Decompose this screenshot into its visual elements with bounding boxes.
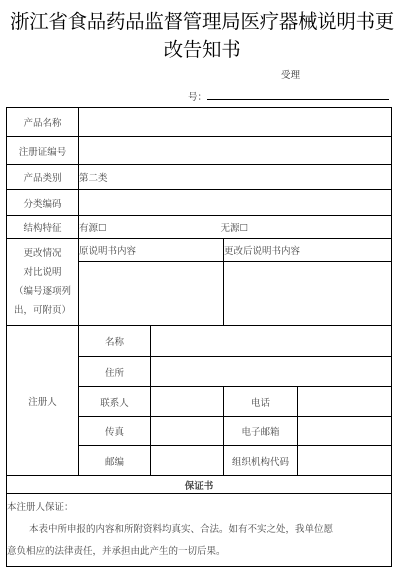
row-classification-code <box>7 190 392 216</box>
phone-label: 电话 <box>224 387 298 417</box>
acceptance-label: 受理 <box>281 70 301 81</box>
structure-feature-options <box>79 216 392 239</box>
row-change-header <box>7 239 392 262</box>
contact-field[interactable] <box>151 387 224 417</box>
revised-content-header: 更改后说明书内容 <box>224 239 392 262</box>
registrant-name-field[interactable] <box>151 326 392 357</box>
structure-feature-label: 结构特征 <box>7 216 79 239</box>
row-registration-no <box>7 137 392 165</box>
registration-no-field[interactable] <box>79 137 392 165</box>
row-product-category <box>7 165 392 190</box>
original-content-field[interactable] <box>79 262 224 326</box>
product-name-field[interactable] <box>79 108 392 137</box>
row-structure-feature <box>7 216 392 239</box>
product-name-label: 产品名称 <box>7 108 79 137</box>
acceptance-number-field[interactable] <box>207 99 389 100</box>
org-code-label: 组织机构代码 <box>224 446 298 476</box>
change-description-line: 出，可附页） <box>13 305 71 316</box>
passive-option-checkbox[interactable]: 无源☐ <box>220 223 249 234</box>
product-category-value: 第二类 <box>79 165 392 190</box>
postcode-label: 邮编 <box>79 446 151 476</box>
guarantee-body-line: 本表中所申报的内容和所附资料均真实、合法。如有不实之处，我单位愿 <box>29 524 334 535</box>
registrant-name-label: 名称 <box>79 326 151 357</box>
email-field[interactable] <box>298 417 392 446</box>
product-category-label: 产品类别 <box>7 165 79 190</box>
row-guarantee-heading <box>7 476 392 494</box>
form-table <box>6 107 392 567</box>
classification-code-label: 分类编码 <box>7 190 79 216</box>
acceptance-number-label: 号： <box>188 92 208 103</box>
change-description-label <box>7 239 79 326</box>
change-description-line: 更改情况 <box>23 248 62 259</box>
org-code-field[interactable] <box>298 446 392 476</box>
row-guarantee-body <box>7 494 392 567</box>
phone-field[interactable] <box>298 387 392 417</box>
classification-code-field[interactable] <box>79 190 392 216</box>
guarantee-heading: 保证书 <box>7 476 392 494</box>
row-registrant-name <box>7 326 392 357</box>
registrant-address-label: 住所 <box>79 357 151 387</box>
original-content-header: 原说明书内容 <box>79 239 224 262</box>
change-description-line: 对比说明 <box>23 267 62 278</box>
email-label: 电子邮箱 <box>224 417 298 446</box>
guarantee-intro: 本注册人保证： <box>7 502 74 513</box>
row-product-name <box>7 108 392 137</box>
guarantee-body-line: 意负相应的法律责任，并承担由此产生的一切后果。 <box>7 546 226 557</box>
registration-no-label: 注册证编号 <box>7 137 79 165</box>
guarantee-statement <box>7 494 392 567</box>
active-option-checkbox[interactable]: 有源☐ <box>79 223 107 234</box>
registrant-address-field[interactable] <box>151 357 392 387</box>
fax-label: 传真 <box>79 417 151 446</box>
revised-content-field[interactable] <box>224 262 392 326</box>
postcode-field[interactable] <box>151 446 224 476</box>
fax-field[interactable] <box>151 417 224 446</box>
form-title: 浙江省食品药品监督管理局医疗器械说明书更改告知书 <box>9 10 394 61</box>
contact-label: 联系人 <box>79 387 151 417</box>
registrant-label: 注册人 <box>7 326 79 476</box>
change-description-line: （编号逐项列 <box>13 286 71 297</box>
